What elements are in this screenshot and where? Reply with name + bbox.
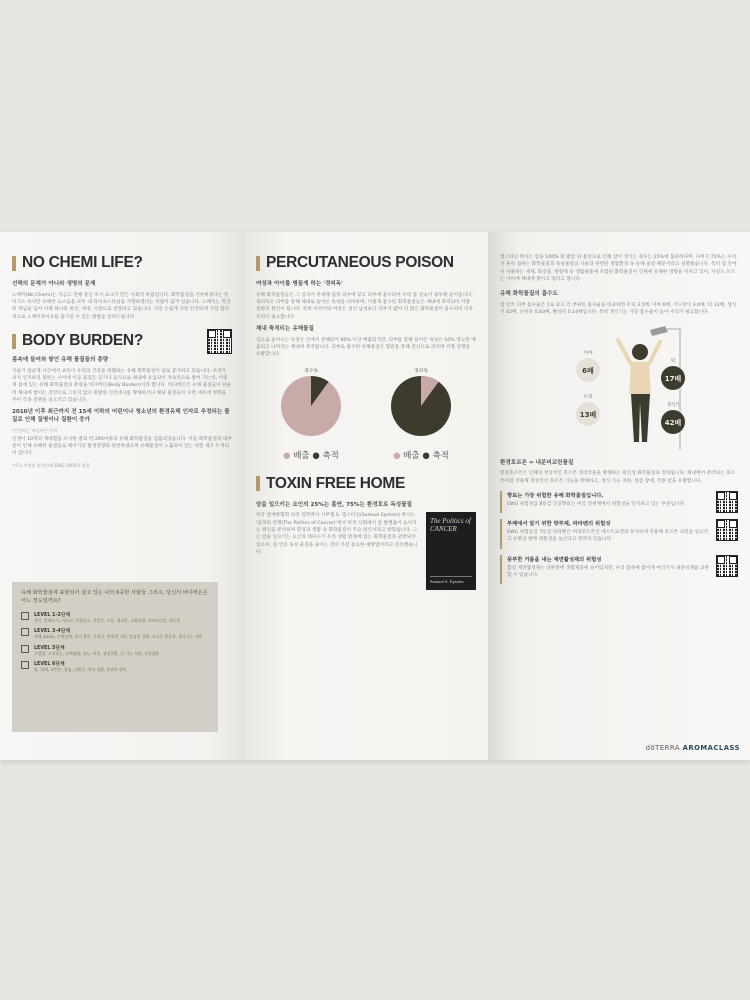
- section-title: BODY BURDEN?: [12, 332, 143, 350]
- absorption-figure: [500, 322, 738, 452]
- section-body: 미국 암예방협회 의장 의학박사 사무엘 S. 엡스타인(Samuel Epstein) 박사는 '암과의 전쟁(The Politics of Cancer)'에서 미국 사회에서 암 발병률이 높아지는 원인을 분석하며 환경과 생활 속 화학물질이 주요 원인이라고 밝혔습니다. 그는 암을 일으키는 요인의 대다수가 우리 생활 환경에 있는 화학물질과 관련되어 있으며, 집 안의 독성 물질을 줄이는 것이 가장 중요한 예방법이라고 강조했습니다.: [256, 513, 418, 555]
- section-subtitle: 환경호르몬 = 내분비교란물질: [500, 459, 574, 466]
- body-part-label: 턱: [670, 358, 676, 364]
- item-accent-bar: [500, 491, 502, 513]
- qr-code-icon[interactable]: [716, 555, 738, 577]
- section-body: 입으로 들어오는 독성은 간에서 분해되어 90% 이상 배출되지만, 피부를 통해 들어온 독성은 10% 정도만 배출되고 나머지는 체내에 축적됩니다. 피부로 흡수된 유해물질은 혈관을 통해 전신으로 퍼지며 각종 질병을 유발합니다.: [256, 337, 476, 358]
- footnote: *미국 비영리 환경단체 EWG 2005년 발표: [12, 462, 90, 468]
- checkbox-icon: [21, 628, 29, 636]
- qr-code-icon[interactable]: [207, 329, 232, 354]
- skin-toxin-pie: 경피독: [389, 367, 453, 442]
- pie-legend: ● 배출 ● 축적: [393, 450, 449, 461]
- absorption-value: 13배: [579, 410, 597, 419]
- pie-legend: ● 배출 ● 축적: [283, 450, 339, 461]
- level-item: LEVEL 5단계 고혈압, 고지혈증, 동맥경화, 당뇨, 비만, 심장질환, 간 기능 저하, 신장질환: [21, 644, 209, 656]
- section-subtitle: 몸속에 들어와 쌓인 유해 물질들의 총량: [12, 356, 109, 363]
- brand-logo: dōTERRA AROMACLASS: [645, 744, 740, 752]
- absorption-value: 6배: [582, 366, 594, 375]
- section-title: NO CHEMI LIFE?: [12, 254, 232, 272]
- checkbox-icon: [21, 661, 29, 669]
- body-burden-header: [12, 329, 232, 354]
- level-item: LEVEL 6단계 암, 치매, 파킨슨, 불임, 뇌졸중, 희귀 질환, 유전자 변이: [21, 660, 209, 672]
- body-burden-level-box: [12, 582, 218, 732]
- item-accent-bar: [500, 519, 502, 549]
- title-accent-bar: [256, 476, 260, 491]
- absorption-value: 17배: [664, 374, 682, 383]
- list-item: 부패에서 알기 위한 방부제, 파라벤의 위험성 EWG 위험등급 7등급 파라벤은 여성호르몬인 에스트로겐과 유사하게 작용해 호르몬 교란을 일으키고 유방암 발병 위험성을 높인다고 알려져 있습니다.: [500, 519, 738, 549]
- section-body: 환경호르몬은 인체의 정상적인 호르몬 생리작용을 방해하는 외인성 화학물질로 정의됩니다. 체내에서 분비되는 호르몬처럼 작용해 정상적인 호르몬 기능을 방해하고, 생식 기능 저하, 성장 장애, 각종 암을 유발합니다.: [500, 471, 736, 484]
- person-legs-icon: [631, 394, 650, 442]
- section-body: 유해 화학물질들은 그 입자가 미세해 쉽게 피부에 닿고 피부에 흡수되어 우리 몸 깊숙이 침투해 들어옵니다. 경피독은 피부를 통해 체내로 들어온 독성을 의미하며, 이렇게 흡수된 화학물질들은 체내에 축적되어 각종 질병의 원인이 됩니다. 특히 어린이와 여성은 성인 남성보다 피부가 얇아 더 많은 화학물질이 흡수되어 더욱 주의가 필요합니다.: [256, 292, 474, 320]
- section-title: PERCUTANEOUS POISON: [256, 254, 476, 272]
- checkbox-icon: [21, 645, 29, 653]
- hazard-list: [500, 491, 738, 584]
- trifold-brochure: [0, 232, 750, 760]
- panel-middle: [244, 232, 488, 760]
- panel-left: [0, 232, 244, 760]
- absorption-value: 42배: [664, 418, 682, 427]
- section-subtitle: 여성과 아이를 병들게 하는 '경피독': [256, 281, 343, 287]
- section-subtitle: 2010년 이후 최근까지 전 15세 이하의 어린이나 청소년의 환경유해 인자로 추정되는 물질로 인해 질병이나 질환이 증가: [12, 409, 230, 424]
- absorption-pie-charts: [256, 367, 476, 442]
- pie-legends: [256, 446, 476, 461]
- footnote: *인정되는 바디버든 수치: [12, 427, 58, 433]
- section-title: TOXIN FREE HOME: [256, 475, 476, 493]
- pie-chart-skin: [389, 374, 453, 438]
- list-item: 향료는 가장 위험한 유해 화학물질입니다. EWG 위험성급 8등급 인공향료는 미국 전세계에서 위험성을 인지하고 있는 부분입니다.: [500, 491, 738, 513]
- panel-right: [488, 232, 750, 760]
- section-body: 가습기 살균제 사건에서 보듯이 우리의 건강을 위협하는 유해 화학물질이 널로 증가하고 있습니다. 우리가 의지 인지하지 못하는 사이에 이들 물질은 공기나 음식으로 체내에 유입되어 지속적으로 쌓여 가는데, 이렇게 몸에 있는 유해 화학물질의 총량을 바디버든(Body Burden)이라 합니다. 바디버든은 유해 물질들이 단순히 체내에 쌓이는 것만으로 그치지 않고 원활한 신진대사를 방해하거나 체당 물질들이 수면 세포에 영향을 주어 각종 질병을 일으키고 있습니다.: [12, 368, 232, 403]
- level-item: LEVEL 3-4단계 자폐 ADHD, 수면장애, 정서 불안, 우울증, 면역력 저하, 갑상선 질환, 호르몬 불균형, 생식기능 저하: [21, 627, 209, 639]
- section-subtitle: 유해 화학물질의 흡수도: [500, 291, 558, 298]
- person-head-icon: [632, 344, 648, 360]
- section-body: 노케미(No Chemi)는 지금도 진행 중인 옥시 쇼크가 만든 사회적 바람입니다. 화학물질을 거부하겠다는 뜻이기도 하지만 유해한 요소들을 모두 내 라이프스타일을 지향하겠다는 바람이 담겨 있습니다. 노케미는 막연한 개념을 넘어 이제 하나의 현상, 세대, 시장으로 성장하고 있습니다. 가장 손쉽게 가장 안전하게 가장 합리적으로 노케미라이프를 즐기실 수 있는 방법을 알려드립니다.: [12, 292, 231, 320]
- body-part-label: 두피: [583, 394, 593, 400]
- title-accent-bar: [256, 256, 260, 271]
- checkbox-icon: [21, 612, 29, 620]
- intro-body: 엡스타인 박사는 암을 100% 회 발암 위 흡연으로 인해 암이 생기는 경우는 25%에 불과하다며, 나머지 75%는 우리가 흔히 접하는 화학물질과 독성물질의 사용과 관련된 생활환경 속 유해 물질 때문이라고 설명했습니다. 특히 집 안에서 사용하는 세제, 화장품, 방향제 등 생활용품에 포함된 화학물질이 인체에 유해한 영향을 끼치고 있어, 자신도 모르는 사이에 체내에 쌓이고 있다고 합니다.: [500, 255, 737, 282]
- shower-head-icon: [650, 326, 668, 336]
- oral-toxin-pie: 경구독: [279, 367, 343, 442]
- pie-chart-oral: [279, 374, 343, 438]
- body-part-label: 이마: [583, 350, 593, 356]
- qr-code-icon[interactable]: [716, 491, 738, 513]
- section-body: 잘 안쓰 피부 흡수율은 1로 보고 각 부위의 흡수율을 비교하면 두피 3.5배, 이마 6배, 겨드랑이 3.6배, 턱 13배, 생식기 42배, 손바닥 0.83배, 발바닥 0.14배입니다. 특히 생식기는 가장 흡수율이 높아 주의가 필요합니다.: [500, 302, 737, 316]
- item-accent-bar: [500, 555, 502, 585]
- title-accent-bar: [12, 256, 16, 271]
- title-accent-bar: [12, 334, 16, 349]
- qr-code-icon[interactable]: [716, 519, 738, 541]
- list-item: 풍부한 거품을 내는 계면활성제의 위험성 합성 계면활성제는 대부분에 생활제품에 들어있지만, 우리 몸속에 쌓이게 여러가지 내분비계를 교란할 수 있습니다.: [500, 555, 738, 585]
- level-item: LEVEL 1-2단계 천식, 알레르기, 아토피, 만성피로, 건망증, 두통, 생리통, 소화불량, 피부트러블, 편두통: [21, 611, 209, 623]
- body-part-label: 생식기: [666, 402, 680, 408]
- level-box-lead: 유해 화학물질에 표현되어 살고 있는 나의 6중한 사람들 그리고, 당신의 바디버든은 어느 정도일까요?: [21, 590, 208, 604]
- person-body-icon: [629, 362, 651, 394]
- section-subtitle: 선택의 문제가 아니라 생명의 문제: [12, 281, 96, 287]
- section-subtitle: 체내 축적되는 유해물질: [256, 325, 314, 332]
- section-subtitle: 암을 일으키는 요인의 25%는 흡연, 75%는 환경호르 독성물질: [256, 501, 413, 508]
- section-body: 신생아 10개의 제대혈을 조사한 결과 약 290여종의 유해 화학물질을 검출되었습니다. 이들 화학물질의 대부분이 인체 유해한 물질들로 태아기의 발생영향과 관련하였으며 유해물질이 노출되어 있는 위험 세포 누적되어 갑니다.: [12, 436, 232, 457]
- book-section: [256, 512, 476, 590]
- book-cover-image: The Politics of CANCER Samuel S. Epstein: [426, 512, 476, 590]
